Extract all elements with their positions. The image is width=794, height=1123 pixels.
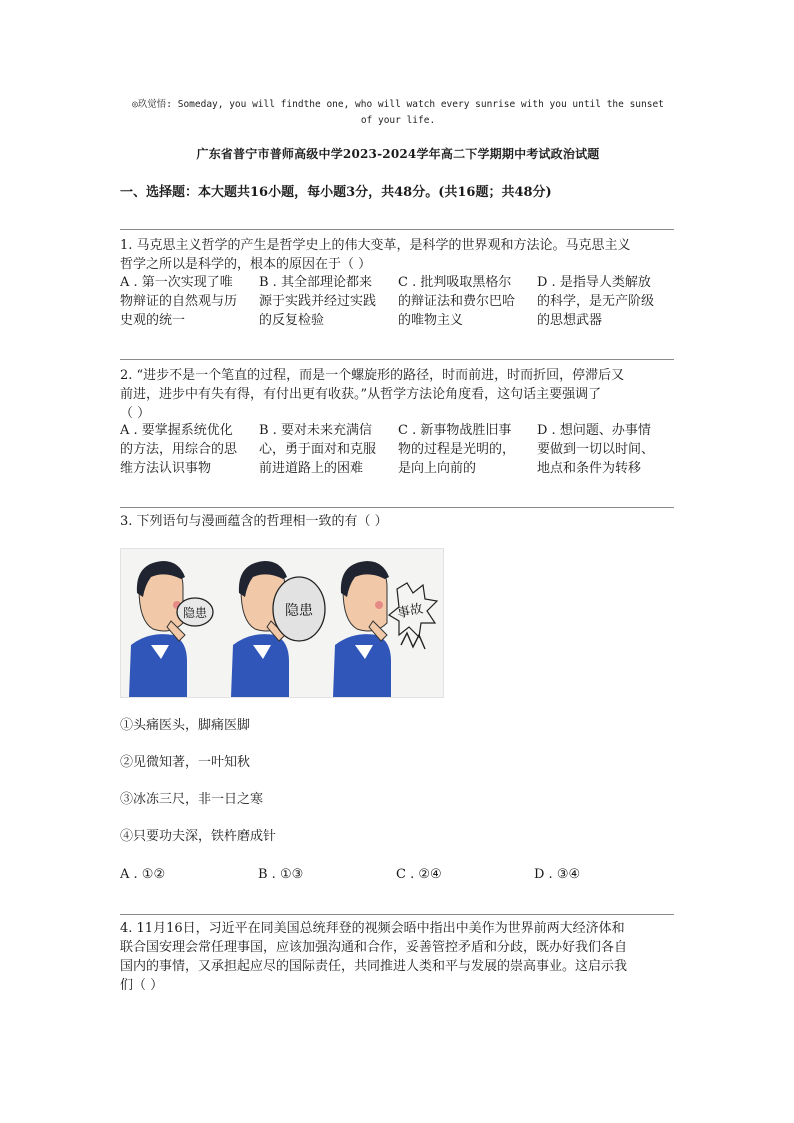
option-line: 是向上向前的 xyxy=(398,461,477,476)
question-1-options xyxy=(120,273,674,330)
option-line: 的唯物主义 xyxy=(398,313,464,328)
question-2-options xyxy=(120,421,674,478)
question-3-option-c[interactable]: C . ②④ xyxy=(396,867,442,882)
burst-text: 事故 xyxy=(395,601,425,622)
question-4-stem-line: 4. 11月16日，习近平在同美国总统拜登的视频会晤中指出中美作为世界前两大经济体和 xyxy=(120,921,625,936)
question-divider xyxy=(120,359,674,360)
balloon-large-text: 隐患 xyxy=(285,603,313,619)
question-divider xyxy=(120,914,674,915)
option-line: 的思想武器 xyxy=(537,313,603,328)
question-2-option-c[interactable] xyxy=(398,421,535,478)
question-3-option-d[interactable]: D . ③④ xyxy=(534,867,581,882)
option-line: B . 要对未来充满信 xyxy=(259,423,372,438)
option-line: 维方法认识事物 xyxy=(120,461,212,476)
header-note-line-1: ◎玖觉悟: Someday, you will findthe one, who will watch every sunrise with you until the sunset xyxy=(132,99,664,110)
cartoon-balloon-small xyxy=(177,598,213,626)
question-4-stem xyxy=(120,919,674,995)
option-line: 的方法，用综合的思 xyxy=(120,442,238,457)
cartoon-balloon-large xyxy=(273,577,325,641)
question-2-option-a[interactable] xyxy=(120,421,257,478)
question-3-stem xyxy=(120,512,674,531)
cartoon-figure-1 xyxy=(129,561,187,697)
option-line: 史观的统一 xyxy=(120,313,186,328)
option-line: 前进道路上的困难 xyxy=(259,461,364,476)
question-2-option-b[interactable] xyxy=(259,421,396,478)
question-3-options xyxy=(120,865,674,884)
question-1-option-d[interactable] xyxy=(537,273,674,330)
section-divider xyxy=(120,229,674,230)
option-line: A . 第一次实现了唯 xyxy=(120,275,233,290)
cartoon-illustration xyxy=(120,548,444,698)
option-line: 心，勇于面对和克服 xyxy=(259,442,377,457)
option-line: A . 要掌握系统优化 xyxy=(120,423,233,438)
statement-1: ①头痛医头，脚痛医脚 xyxy=(120,718,251,733)
statement-3: ③冰冻三尺，非一日之寒 xyxy=(120,792,264,807)
question-1-stem-line: 哲学之所以是科学的，根本的原因在于（ ） xyxy=(120,257,372,272)
option-line: 源于实践并经过实践 xyxy=(259,294,377,309)
question-4-stem-line: 国内的事情，又承担起应尽的国际责任，共同推进人类和平与发展的崇高事业。这启示我 xyxy=(120,959,628,974)
statement-4: ④只要功夫深，铁杵磨成针 xyxy=(120,829,277,844)
option-line: 的反复检验 xyxy=(259,313,325,328)
question-2-stem-line: 前进，进步中有失有得，有付出更有收获。”从哲学方法论角度看，这句话主要强调了 xyxy=(120,387,602,402)
question-1-option-a[interactable] xyxy=(120,273,257,330)
option-line: B . 其全部理论都来 xyxy=(259,275,372,290)
header-note-line-2: of your life. xyxy=(360,115,436,126)
option-line: 地点和条件为转移 xyxy=(537,461,642,476)
statement-2: ②见微知著，一叶知秋 xyxy=(120,755,251,770)
question-4-stem-line: 联合国安理会常任理事国，应该加强沟通和合作，妥善管控矛盾和分歧，既办好我们各自 xyxy=(120,940,628,955)
section-heading: 一、选择题：本大题共16小题，每小题3分，共48分。(共16题；共48分) xyxy=(120,185,552,200)
question-2-stem xyxy=(120,366,674,423)
question-1-option-b[interactable] xyxy=(259,273,396,330)
option-line: 的科学，是无产阶级 xyxy=(537,294,655,309)
question-3-stem-line: 3. 下列语句与漫画蕴含的哲理相一致的有（ ） xyxy=(120,514,388,529)
document-title: 广东省普宁市普师高级中学2023-2024学年高二下学期期中考试政治试题 xyxy=(196,147,600,161)
option-line: C . 新事物战胜旧事 xyxy=(398,423,512,438)
option-line: 物辩证的自然观与历 xyxy=(120,294,238,309)
question-3-option-a[interactable]: A . ①② xyxy=(120,867,166,882)
option-line: 要做到一切以时间、 xyxy=(537,442,655,457)
cartoon-figure-3 xyxy=(333,561,391,697)
header-note xyxy=(120,97,676,129)
option-line: C . 批判吸取黑格尔 xyxy=(398,275,512,290)
question-1-stem xyxy=(120,236,674,274)
option-line: D . 是指导人类解放 xyxy=(537,275,651,290)
question-4-stem-line: 们（ ） xyxy=(120,978,164,993)
question-2-option-d[interactable] xyxy=(537,421,674,478)
balloon-small-text: 隐患 xyxy=(182,606,208,620)
option-line: 的辩证法和费尔巴哈 xyxy=(398,294,516,309)
option-line: D . 想问题、办事情 xyxy=(537,423,651,438)
question-divider xyxy=(120,507,674,508)
question-2-stem-line: 2. “进步不是一个笔直的过程，而是一个螺旋形的路径，时而前进，时而折回，停滞后又 xyxy=(120,368,625,383)
cartoon-burst xyxy=(389,583,437,649)
option-line: 物的过程是光明的， xyxy=(398,442,516,457)
question-3-option-b[interactable]: B . ①③ xyxy=(258,867,304,882)
question-2-stem-line: （ ） xyxy=(120,406,151,421)
question-1-stem-line: 1. 马克思主义哲学的产生是哲学史上的伟大变革，是科学的世界观和方法论。马克思主义 xyxy=(120,238,631,253)
question-1-option-c[interactable] xyxy=(398,273,535,330)
